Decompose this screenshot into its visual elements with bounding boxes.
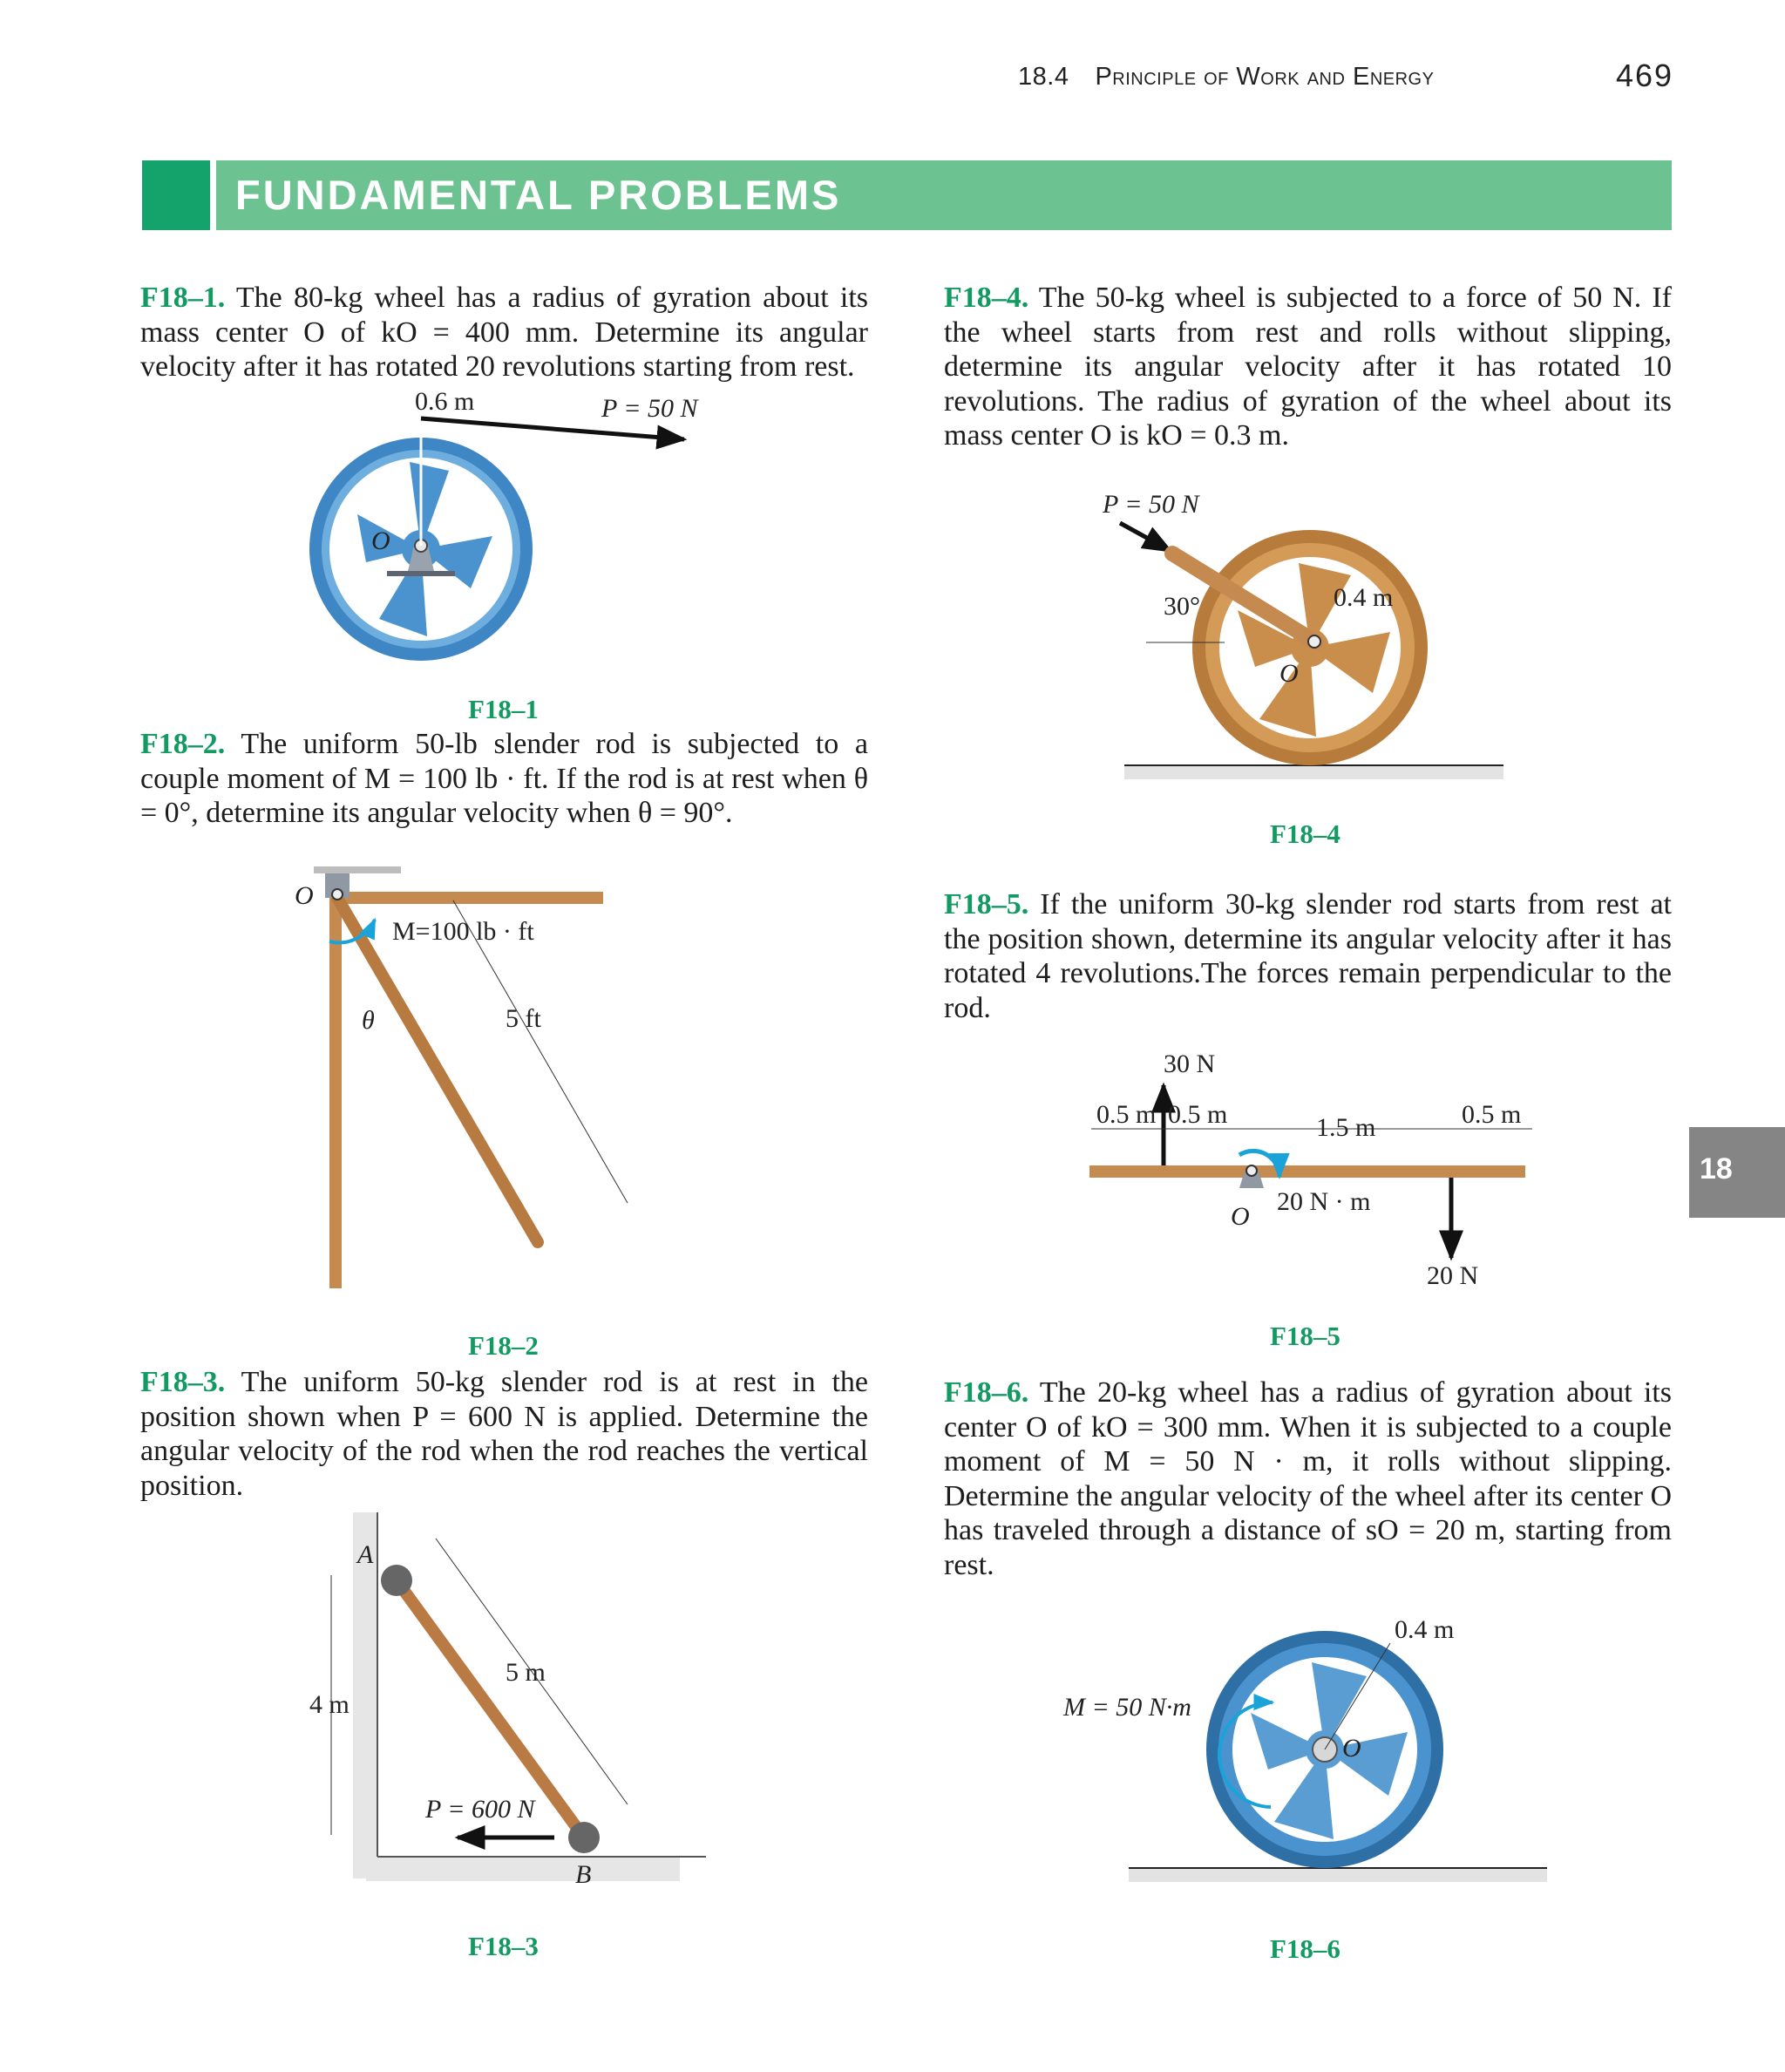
figure-f18-5 xyxy=(1081,1042,1551,1294)
figure-f18-2 xyxy=(288,863,741,1299)
pin xyxy=(332,889,343,900)
problem-text: The 20-kg wheel has a radius of gyration about its center O of kO = 300 mm. When it is subjected to a couple moment of M = 50 N · m, it rolls without slipping. Determine the angular velocity of the wheel after its center O has traveled through a distance of sO = 20 m, starting from rest. xyxy=(944,1376,1673,1581)
rod-horizontal xyxy=(333,892,603,904)
slender-rod xyxy=(1089,1165,1525,1178)
page-number: 469 xyxy=(1616,58,1674,93)
chapter-tab-label: 18 xyxy=(1700,1152,1733,1185)
radius-label: 0.6 m xyxy=(415,387,475,416)
section-title: Principle of Work and Energy xyxy=(1095,63,1435,91)
figure-caption-f18-3: F18–3 xyxy=(468,1931,539,1961)
pin-label: O xyxy=(1231,1202,1250,1231)
roller-a xyxy=(381,1565,412,1596)
problem-f18-5 xyxy=(944,887,1672,1025)
figure-f18-6 xyxy=(1046,1608,1569,1896)
dimension-4: 0.5 m xyxy=(1462,1100,1522,1129)
dimension-line xyxy=(453,900,628,1203)
center-label: O xyxy=(1342,1734,1361,1763)
radius-label: 0.4 m xyxy=(1334,583,1394,612)
dimension-3: 1.5 m xyxy=(1316,1113,1376,1142)
pin-label: O xyxy=(295,881,314,910)
length-label: 5 ft xyxy=(506,1004,541,1033)
figure-caption-f18-1: F18–1 xyxy=(468,694,539,724)
problem-text: The uniform 50-lb slender rod is subjected to a couple moment of M = 100 lb · ft. If the rod is at rest when θ = 0°, determine its angular velocity when θ = 90°. xyxy=(140,728,868,830)
roller-b xyxy=(568,1822,600,1853)
problem-text: The 80-kg wheel has a radius of gyration about its mass center O of kO = 400 mm. Determine its angular velocity after it has rotated 20 revolutions starting from rest. xyxy=(140,282,869,384)
problem-number: F18–2. xyxy=(140,728,226,760)
figure-caption-f18-6: F18–6 xyxy=(1270,1933,1340,1964)
figure-caption-f18-4: F18–4 xyxy=(1270,819,1340,849)
problem-number: F18–4. xyxy=(944,282,1029,314)
center-label: O xyxy=(1279,659,1299,688)
floor xyxy=(366,1857,680,1881)
section-number: 18.4 xyxy=(1018,63,1069,91)
force-arrow-f18-4 xyxy=(1120,523,1171,551)
pin-f18-4 xyxy=(1308,635,1320,648)
radius-label: 0.4 m xyxy=(1395,1615,1455,1644)
figure-caption-f18-2: F18–2 xyxy=(468,1330,539,1361)
problem-f18-2 xyxy=(140,727,868,831)
problem-f18-1 xyxy=(140,281,868,384)
pivot-pin xyxy=(1246,1165,1257,1176)
angle-label: θ xyxy=(362,1006,375,1035)
dimension-1: 0.5 m xyxy=(1096,1100,1157,1129)
center-label: O xyxy=(371,526,390,555)
moment-label: M=100 lb · ft xyxy=(392,917,534,946)
problem-f18-6 xyxy=(944,1376,1672,1583)
force-up-label: 30 N xyxy=(1164,1050,1216,1078)
problem-number: F18–1. xyxy=(140,282,226,314)
problem-number: F18–3. xyxy=(140,1366,226,1398)
rod-vertical xyxy=(329,892,342,1288)
problem-f18-3 xyxy=(140,1365,868,1503)
rod-rotated xyxy=(337,898,538,1242)
problem-text: The 50-kg wheel is subjected to a force of 50 N. If the wheel starts from rest and rolls without slipping, determine its angular velocity after it has rotated 10 revolutions. The radius of gyration of the wheel about its mass center O is kO = 0.3 m. xyxy=(944,282,1672,452)
moment-label: 20 N · m xyxy=(1277,1187,1371,1216)
angle-label: 30° xyxy=(1164,592,1200,621)
label-b: B xyxy=(575,1860,592,1889)
problem-text: The uniform 50-kg slender rod is at rest in the position shown when P = 600 N is applied. Determine the angular velocity of the rod when the rod reaches the vertical position. xyxy=(140,1366,869,1502)
running-header xyxy=(1018,63,1434,92)
force-label: P = 50 N xyxy=(601,394,698,423)
figure-caption-f18-5: F18–5 xyxy=(1270,1321,1340,1351)
figure-f18-3 xyxy=(296,1504,715,1896)
force-label: P = 50 N xyxy=(1103,490,1199,519)
problem-f18-4 xyxy=(944,281,1672,453)
ground xyxy=(1129,1868,1547,1882)
force-label: P = 600 N xyxy=(425,1795,535,1824)
figure-f18-4 xyxy=(1037,488,1525,802)
ground xyxy=(1124,765,1503,779)
length-label: 5 m xyxy=(506,1658,546,1687)
dimension-2: 0.5 m xyxy=(1168,1100,1228,1129)
ceiling xyxy=(314,866,401,873)
height-label: 4 m xyxy=(309,1690,350,1719)
banner-accent-block xyxy=(142,160,210,230)
problem-number: F18–5. xyxy=(944,888,1029,921)
problem-text: If the uniform 30-kg slender rod starts from rest at the position shown, determine its angular velocity after it has rotated 4 revolutions.The forces remain perpendicular to the rod. xyxy=(944,888,1672,1024)
problem-number: F18–6. xyxy=(944,1376,1029,1409)
moment-label: M = 50 N·m xyxy=(1063,1693,1191,1722)
banner-title: FUNDAMENTAL PROBLEMS xyxy=(235,172,842,218)
label-a: A xyxy=(357,1540,374,1569)
figure-f18-1 xyxy=(296,384,715,671)
force-down-label: 20 N xyxy=(1427,1261,1479,1290)
